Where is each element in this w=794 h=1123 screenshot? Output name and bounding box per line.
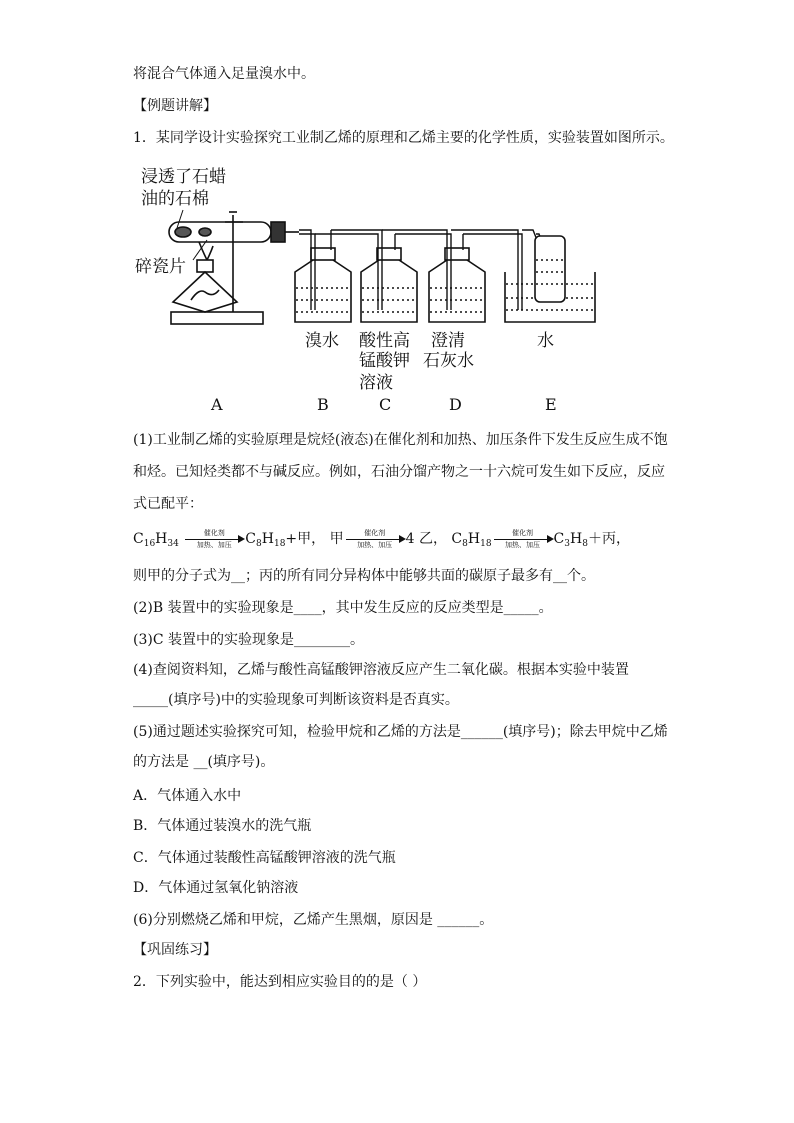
- label-c-3: 溶液: [359, 373, 393, 393]
- reaction-arrow-3: 催化剂 加热、加压: [492, 529, 554, 549]
- label-d-2: 石灰水: [423, 351, 474, 371]
- q1-part5-line-a: (5)通过题述实验探究可知，检验甲烷和乙烯的方法是______(填序号)；除去甲烷中乙烯: [133, 724, 668, 740]
- q1-part1-line-b: 和烃。已知烃类都不与碱反应。例如，石油分馏产物之一十六烷可发生如下反应，反应: [133, 464, 665, 480]
- q1-part1-line-c: 式已配平：: [133, 496, 203, 512]
- option-b: B．气体通过装溴水的洗气瓶: [133, 818, 312, 834]
- r2-reactant: 甲: [329, 531, 344, 547]
- q1-part3: (3)C 装置中的实验现象是________。: [133, 632, 364, 648]
- bottle-c: [361, 248, 417, 322]
- bottle-d: [429, 248, 485, 322]
- q1-part5-line-b: 的方法是 __(填序号)。: [133, 754, 275, 770]
- option-c: C．气体通过装酸性高锰酸钾溶液的洗气瓶: [133, 850, 396, 866]
- r1-reactant: $C_{16}H_{34}$: [133, 531, 179, 549]
- r1-product: $C_8H_{18}+$甲，: [245, 531, 326, 549]
- r3-reactant: $C_8H_{18}$: [451, 531, 492, 549]
- letter-c: C: [379, 395, 392, 414]
- reaction-equations: [133, 528, 630, 555]
- q1-part4-line-a: (4)查阅资料知，乙烯与酸性高锰酸钾溶液反应产生二氧化碳。根据本实验中装置: [133, 662, 629, 678]
- reaction-arrow-2: 催化剂 加热、加压: [344, 529, 406, 549]
- letter-d: D: [449, 395, 462, 414]
- r3-product: $C_3H_8+$丙，: [553, 531, 630, 549]
- intro-line: 将混合气体通入足量溴水中。: [133, 66, 315, 82]
- q1-part4-line-b: _____(填序号)中的实验现象可判断该资料是否真实。: [133, 692, 459, 708]
- question-2-stem: 2．下列实验中，能达到相应实验目的的是（ ）: [133, 974, 427, 990]
- bottle-b: [295, 248, 351, 322]
- label-paraffin-2: 油的石棉: [141, 189, 209, 209]
- letter-a: A: [211, 395, 223, 414]
- q1-part2: (2)B 装置中的实验现象是____，其中发生反应的反应类型是_____。: [133, 600, 553, 616]
- section-heading-example: 【例题讲解】: [133, 98, 217, 114]
- r2-product: 4 乙，: [405, 531, 447, 547]
- label-d-1: 澄清: [431, 331, 465, 351]
- label-b: 溴水: [305, 331, 339, 351]
- q1-part1-line-d: 则甲的分子式为__；丙的所有同分异构体中能够共面的碳原子最多有__个。: [133, 568, 595, 584]
- apparatus-figure: [133, 160, 693, 420]
- reaction-arrow-1: 催化剂 加热、加压: [183, 529, 245, 549]
- label-c-2: 锰酸钾: [359, 351, 410, 371]
- label-paraffin-1: 浸透了石蜡: [141, 167, 226, 187]
- apparatus-a: [169, 212, 299, 324]
- q1-part1-line-a: (1)工业制乙烯的实验原理是烷烃(液态)在催化剂和加热、加压条件下发生反应生成不饱: [133, 432, 668, 448]
- connecting-pipes: [299, 230, 553, 310]
- option-d: D．气体通过氢氧化钠溶液: [133, 880, 299, 896]
- q1-part6: (6)分别燃烧乙烯和甲烷，乙烯产生黑烟，原因是 ______。: [133, 912, 494, 928]
- label-porcelain: 碎瓷片: [135, 257, 186, 277]
- question-1-stem: 1．某同学设计实验探究工业制乙烯的原理和乙烯主要的化学性质，实验装置如图所示。: [133, 130, 674, 146]
- label-e: 水: [537, 331, 554, 351]
- label-c-1: 酸性高: [359, 331, 410, 351]
- option-a: A．气体通入水中: [133, 788, 242, 804]
- letter-b: B: [317, 395, 329, 414]
- letter-e: E: [545, 395, 557, 414]
- section-heading-practice: 【巩固练习】: [133, 942, 217, 958]
